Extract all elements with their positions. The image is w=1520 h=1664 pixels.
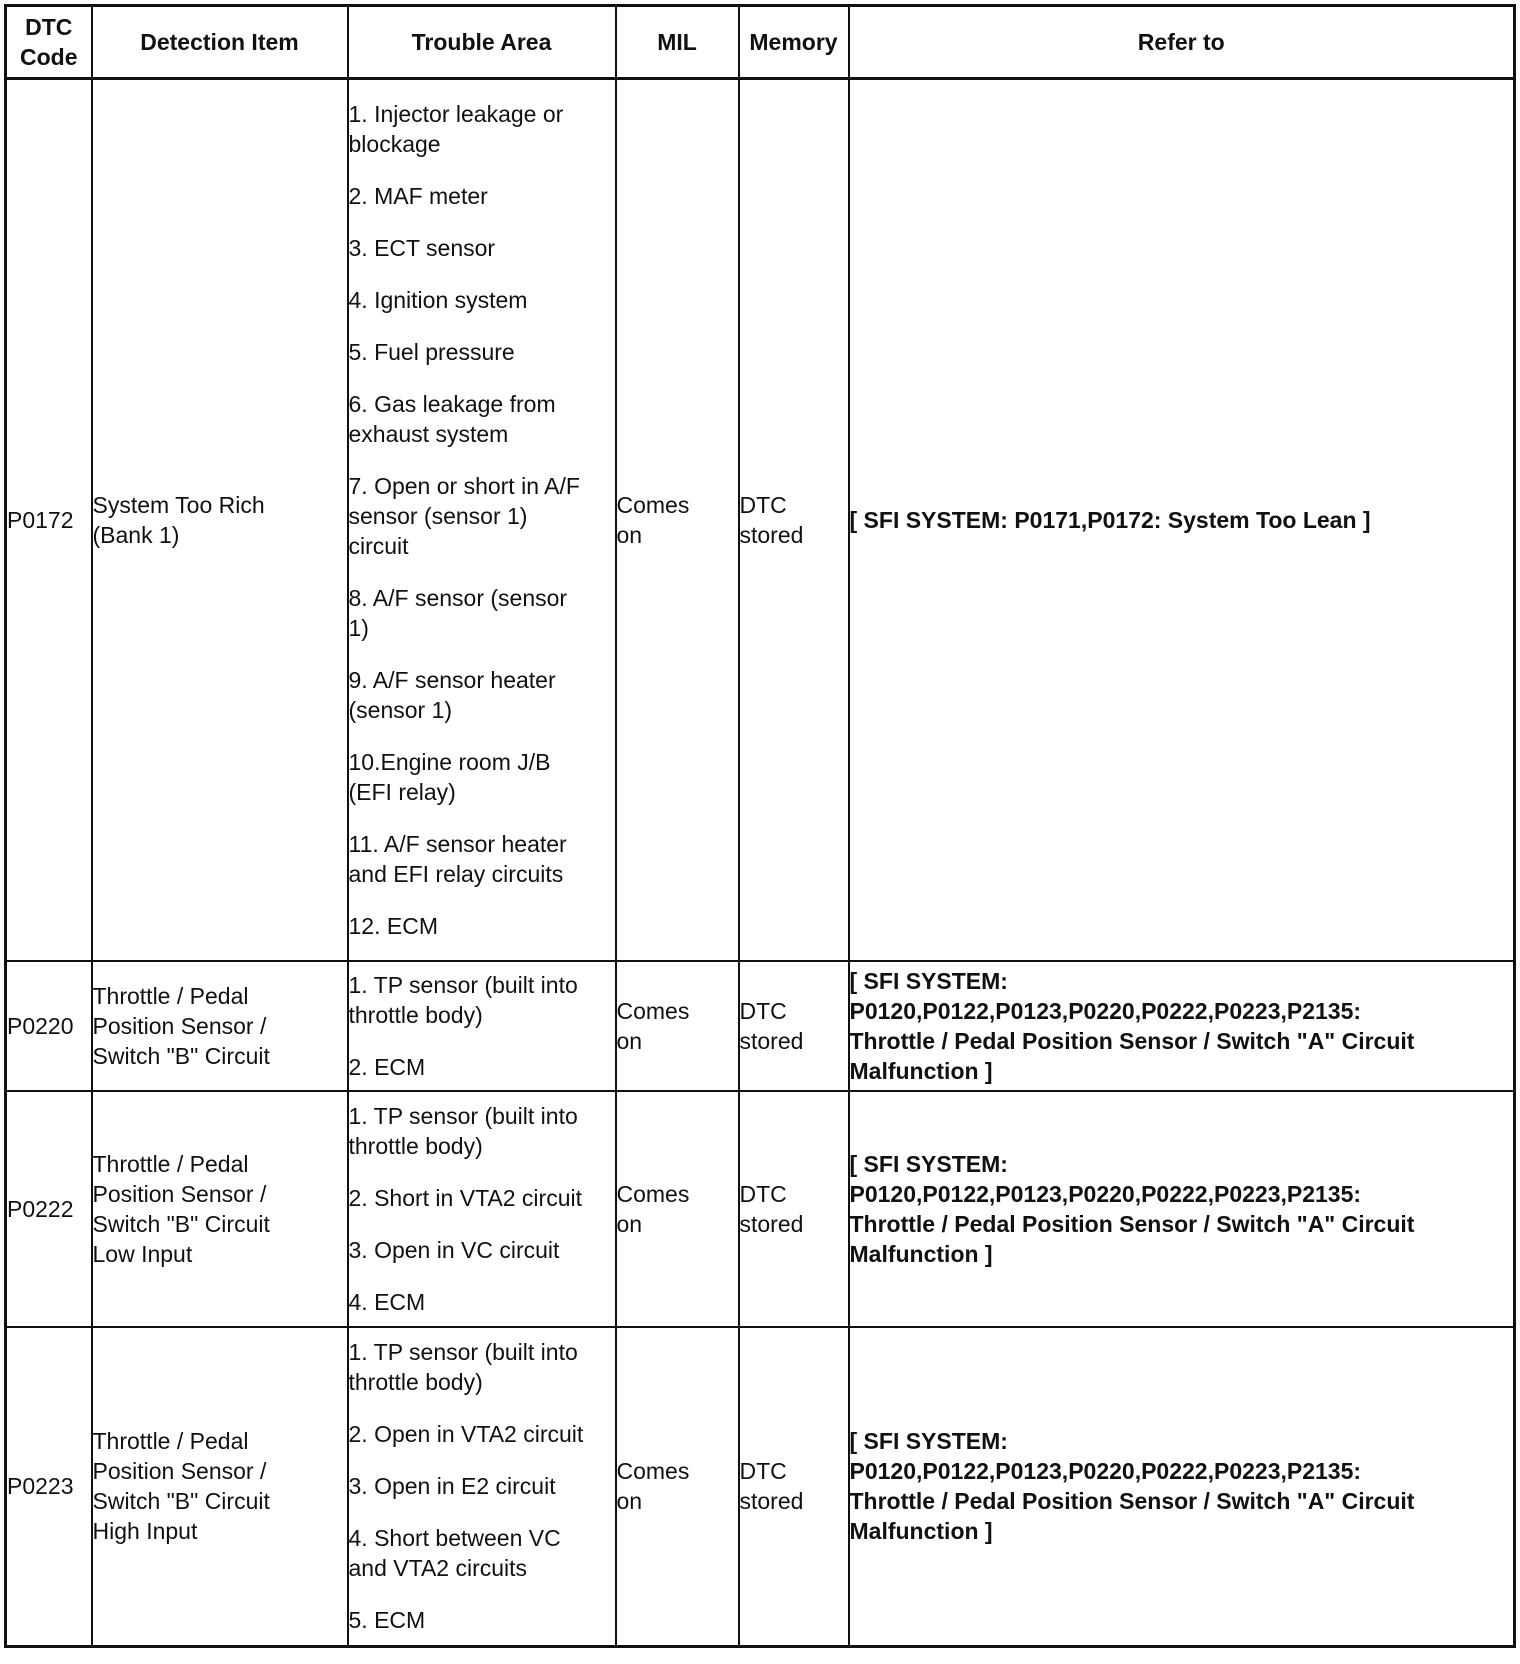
header-trouble-area: Trouble Area [348,6,616,79]
table-row [6,79,1515,961]
trouble-area-item: 3. ECT sensor [348,234,496,261]
refer-to-link[interactable]: [ SFI SYSTEM: P0120,P0122,P0123,P0220,P0222,P0223,P2135: Throttle / Pedal Position Sensor / Switch "A" Circuit Malfunction ] [849,961,1515,1091]
header-refer-to: Refer to [849,6,1515,79]
trouble-area-item: 4. Ignition system [348,286,528,313]
trouble-area-item: 7. Open or short in A/F sensor (sensor 1) circuit [348,472,580,559]
trouble-area-item: 1. TP sensor (built into throttle body) [348,971,578,1028]
refer-to-link[interactable]: [ SFI SYSTEM: P0171,P0172: System Too Lean ] [849,79,1515,961]
trouble-area-item: 3. Open in E2 circuit [348,1473,556,1500]
trouble-area-item: 1. TP sensor (built into throttle body) [348,1102,578,1159]
trouble-area-item: 3. Open in VC circuit [348,1236,560,1263]
mil-status: Comes on [616,79,739,961]
trouble-area-item: 2. ECM [348,1053,426,1080]
detection-item: Throttle / Pedal Position Sensor / Switch "B" Circuit [92,961,348,1091]
table-row [6,1327,1515,1647]
trouble-area-item: 4. Short between VC and VTA2 circuits [348,1525,561,1582]
dtc-code: P0172 [6,79,92,961]
trouble-area-item: 1. TP sensor (built into throttle body) [348,1339,578,1396]
dtc-code: P0222 [6,1091,92,1327]
trouble-area-item: 2. Open in VTA2 circuit [348,1421,584,1448]
trouble-area-item: 10.Engine room J/B (EFI relay) [348,748,551,805]
dtc-code: P0223 [6,1327,92,1647]
header-detection-item: Detection Item [92,6,348,79]
header-row [6,6,1515,79]
trouble-area-item: 8. A/F sensor (sensor 1) [348,584,568,641]
trouble-area [348,961,616,1091]
trouble-area-item: 12. ECM [348,912,438,939]
trouble-area-item: 5. ECM [348,1607,426,1634]
detection-item: Throttle / Pedal Position Sensor / Switch "B" Circuit High Input [92,1327,348,1647]
dtc-table [4,4,1516,1648]
table-row [6,961,1515,1091]
detection-item: System Too Rich (Bank 1) [92,79,348,961]
refer-to-link[interactable]: [ SFI SYSTEM: P0120,P0122,P0123,P0220,P0222,P0223,P2135: Throttle / Pedal Position Sensor / Switch "A" Circuit Malfunction ] [849,1327,1515,1647]
memory-status: DTC stored [739,1091,849,1327]
memory-status: DTC stored [739,79,849,961]
dtc-code: P0220 [6,961,92,1091]
mil-status: Comes on [616,1327,739,1647]
mil-status: Comes on [616,961,739,1091]
trouble-area [348,1327,616,1647]
header-mil: MIL [616,6,739,79]
trouble-area [348,79,616,961]
trouble-area [348,1091,616,1327]
trouble-area-item: 2. Short in VTA2 circuit [348,1184,582,1211]
header-dtc-code: DTC Code [6,6,92,79]
trouble-area-item: 9. A/F sensor heater (sensor 1) [348,666,556,723]
trouble-area-item: 1. Injector leakage or blockage [348,100,564,157]
trouble-area-item: 11. A/F sensor heater and EFI relay circuits [348,830,567,887]
trouble-area-item: 5. Fuel pressure [348,338,515,365]
header-memory: Memory [739,6,849,79]
table-row [6,1091,1515,1327]
refer-to-link[interactable]: [ SFI SYSTEM: P0120,P0122,P0123,P0220,P0222,P0223,P2135: Throttle / Pedal Position Sensor / Switch "A" Circuit Malfunction ] [849,1091,1515,1327]
memory-status: DTC stored [739,1327,849,1647]
detection-item: Throttle / Pedal Position Sensor / Switch "B" Circuit Low Input [92,1091,348,1327]
trouble-area-item: 6. Gas leakage from exhaust system [348,390,556,447]
trouble-area-item: 2. MAF meter [348,182,488,209]
mil-status: Comes on [616,1091,739,1327]
memory-status: DTC stored [739,961,849,1091]
trouble-area-item: 4. ECM [348,1288,426,1315]
